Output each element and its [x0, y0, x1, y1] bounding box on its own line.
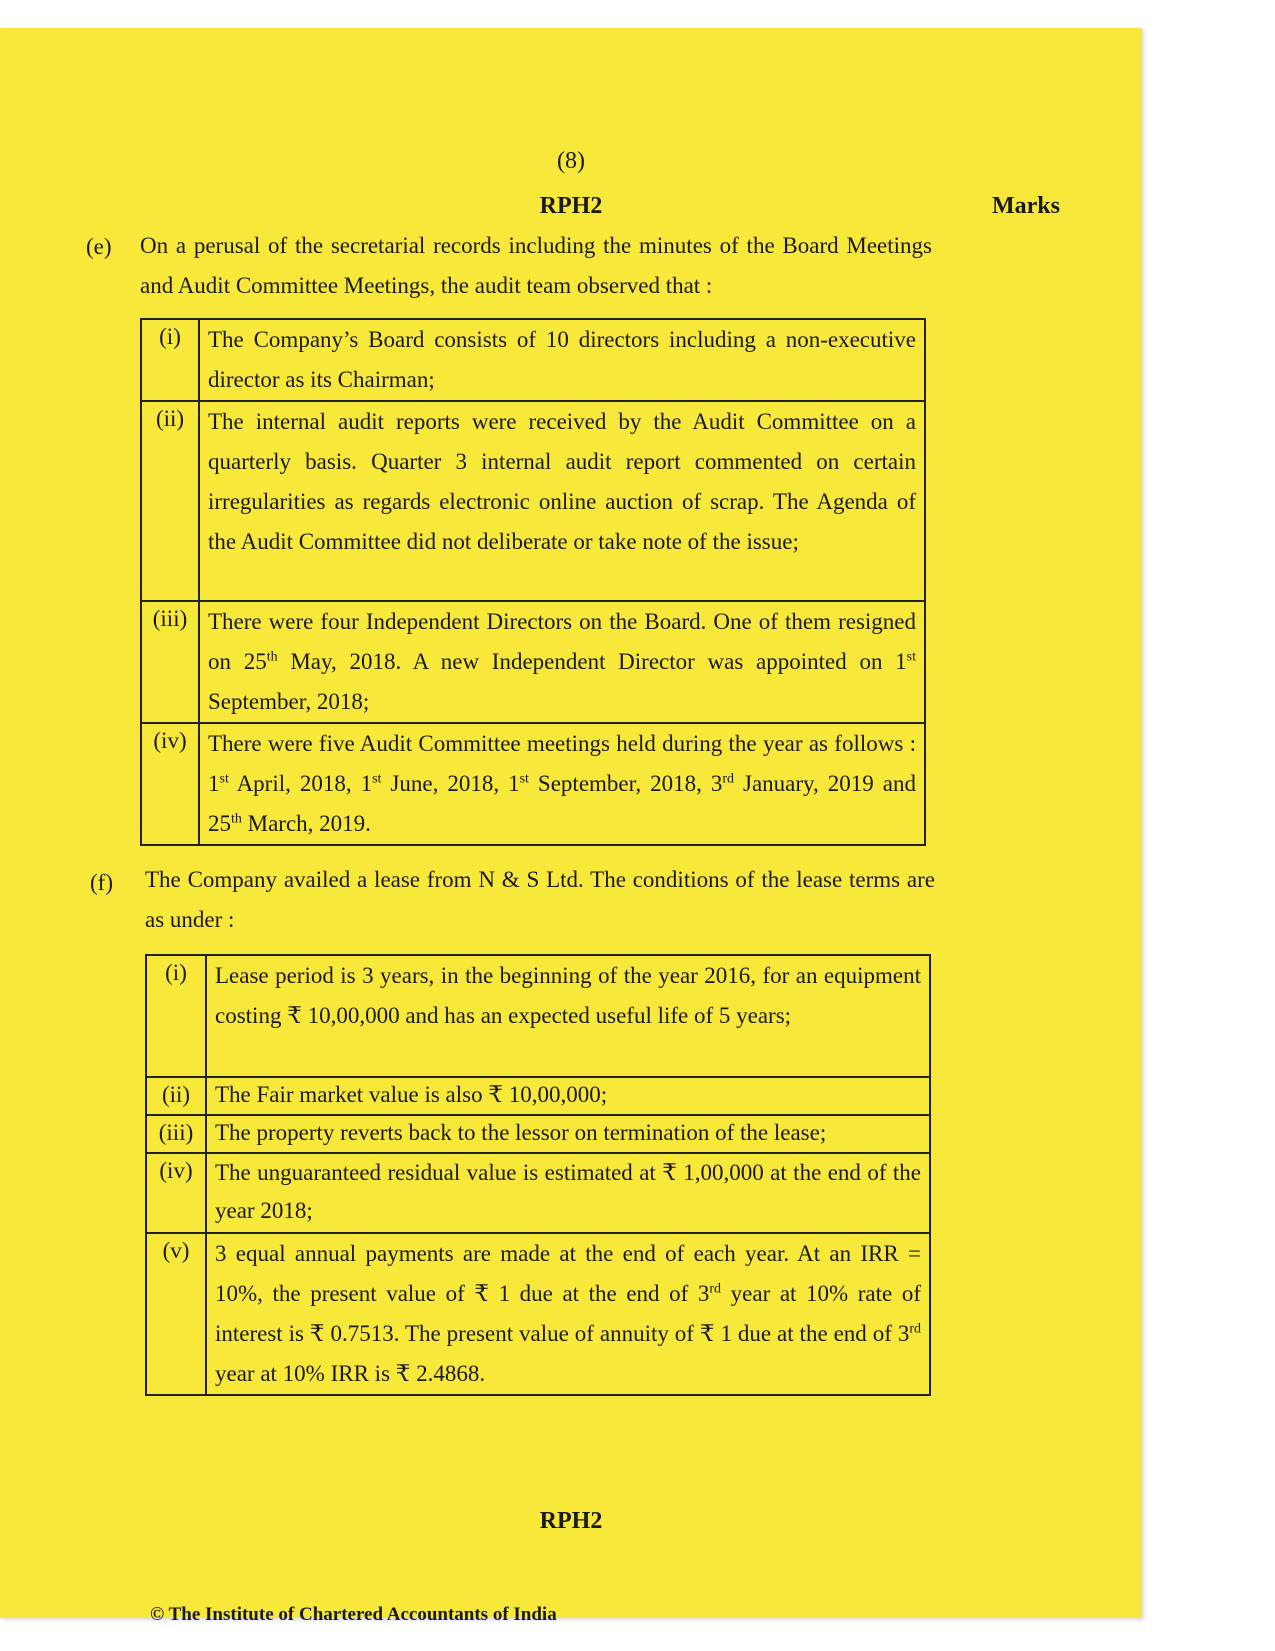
- table-row: [146, 1115, 930, 1153]
- item-number: (iv): [141, 723, 199, 845]
- table-row: [146, 955, 930, 1077]
- question-f-intro: The Company availed a lease from N & S Ltd. The conditions of the lease terms are as under :: [145, 867, 935, 932]
- paper-code-footer: RPH2: [539, 1508, 603, 1534]
- item-text: The unguaranteed residual value is estimated at ₹ 1,00,000 at the end of the year 2018;: [206, 1153, 930, 1233]
- copyright-footer: © The Institute of Chartered Accountants of India: [150, 1604, 557, 1625]
- item-number: (i): [146, 955, 206, 1077]
- table-row: [141, 401, 925, 601]
- table-row: [146, 1233, 930, 1395]
- item-number: (i): [141, 319, 199, 401]
- table-row: [141, 601, 925, 723]
- item-text: There were five Audit Committee meetings held during the year as follows : 1st April, 2018, 1st June, 2018, 1st September, 2018, 3rd January, 2019 and 25th March, 2019.: [199, 723, 925, 845]
- item-text: The Company’s Board consists of 10 directors including a non-executive director as its Chairman;: [199, 319, 925, 401]
- question-e-table: [140, 318, 926, 846]
- item-number: (iv): [146, 1153, 206, 1233]
- item-number: (v): [146, 1233, 206, 1395]
- table-row: [146, 1153, 930, 1233]
- item-number: (ii): [146, 1077, 206, 1115]
- item-text: 3 equal annual payments are made at the end of each year. At an IRR = 10%, the present value of ₹ 1 due at the end of 3rd year at 10% rate of interest is ₹ 0.7513. The present value of annuity of ₹ 1 due at the end of 3rd year at 10% IRR is ₹ 2.4868.: [206, 1233, 930, 1395]
- page-number: (8): [557, 148, 585, 174]
- marks-column-heading: Marks: [992, 193, 1060, 219]
- exam-page: [0, 28, 1142, 1625]
- item-text: The property reverts back to the lessor on termination of the lease;: [206, 1115, 930, 1153]
- item-text: There were four Independent Directors on the Board. One of them resigned on 25th May, 2018. A new Independent Director was appointed on 1st September, 2018;: [199, 601, 925, 723]
- item-number: (ii): [141, 401, 199, 601]
- table-row: [141, 319, 925, 401]
- item-number: (iii): [141, 601, 199, 723]
- table-row: [146, 1077, 930, 1115]
- table-row: [141, 723, 925, 845]
- item-text: The Fair market value is also ₹ 10,00,000;: [206, 1077, 930, 1115]
- question-f-label: (f): [90, 870, 113, 895]
- paper-code-header: RPH2: [539, 193, 603, 219]
- question-e-label: (e): [86, 234, 112, 259]
- question-e-intro: On a perusal of the secretarial records including the minutes of the Board Meetings and Audit Committee Meetings, the audit team observed that :: [140, 233, 932, 298]
- item-text: Lease period is 3 years, in the beginning of the year 2016, for an equipment costing ₹ 10,00,000 and has an expected useful life of 5 years;: [206, 955, 930, 1077]
- question-f-table: [145, 954, 931, 1396]
- item-text: The internal audit reports were received by the Audit Committee on a quarterly basis. Quarter 3 internal audit report commented on certain irregularities as regards electronic online auction of scrap. The Agenda of the Audit Committee did not deliberate or take note of the issue;: [199, 401, 925, 601]
- item-number: (iii): [146, 1115, 206, 1153]
